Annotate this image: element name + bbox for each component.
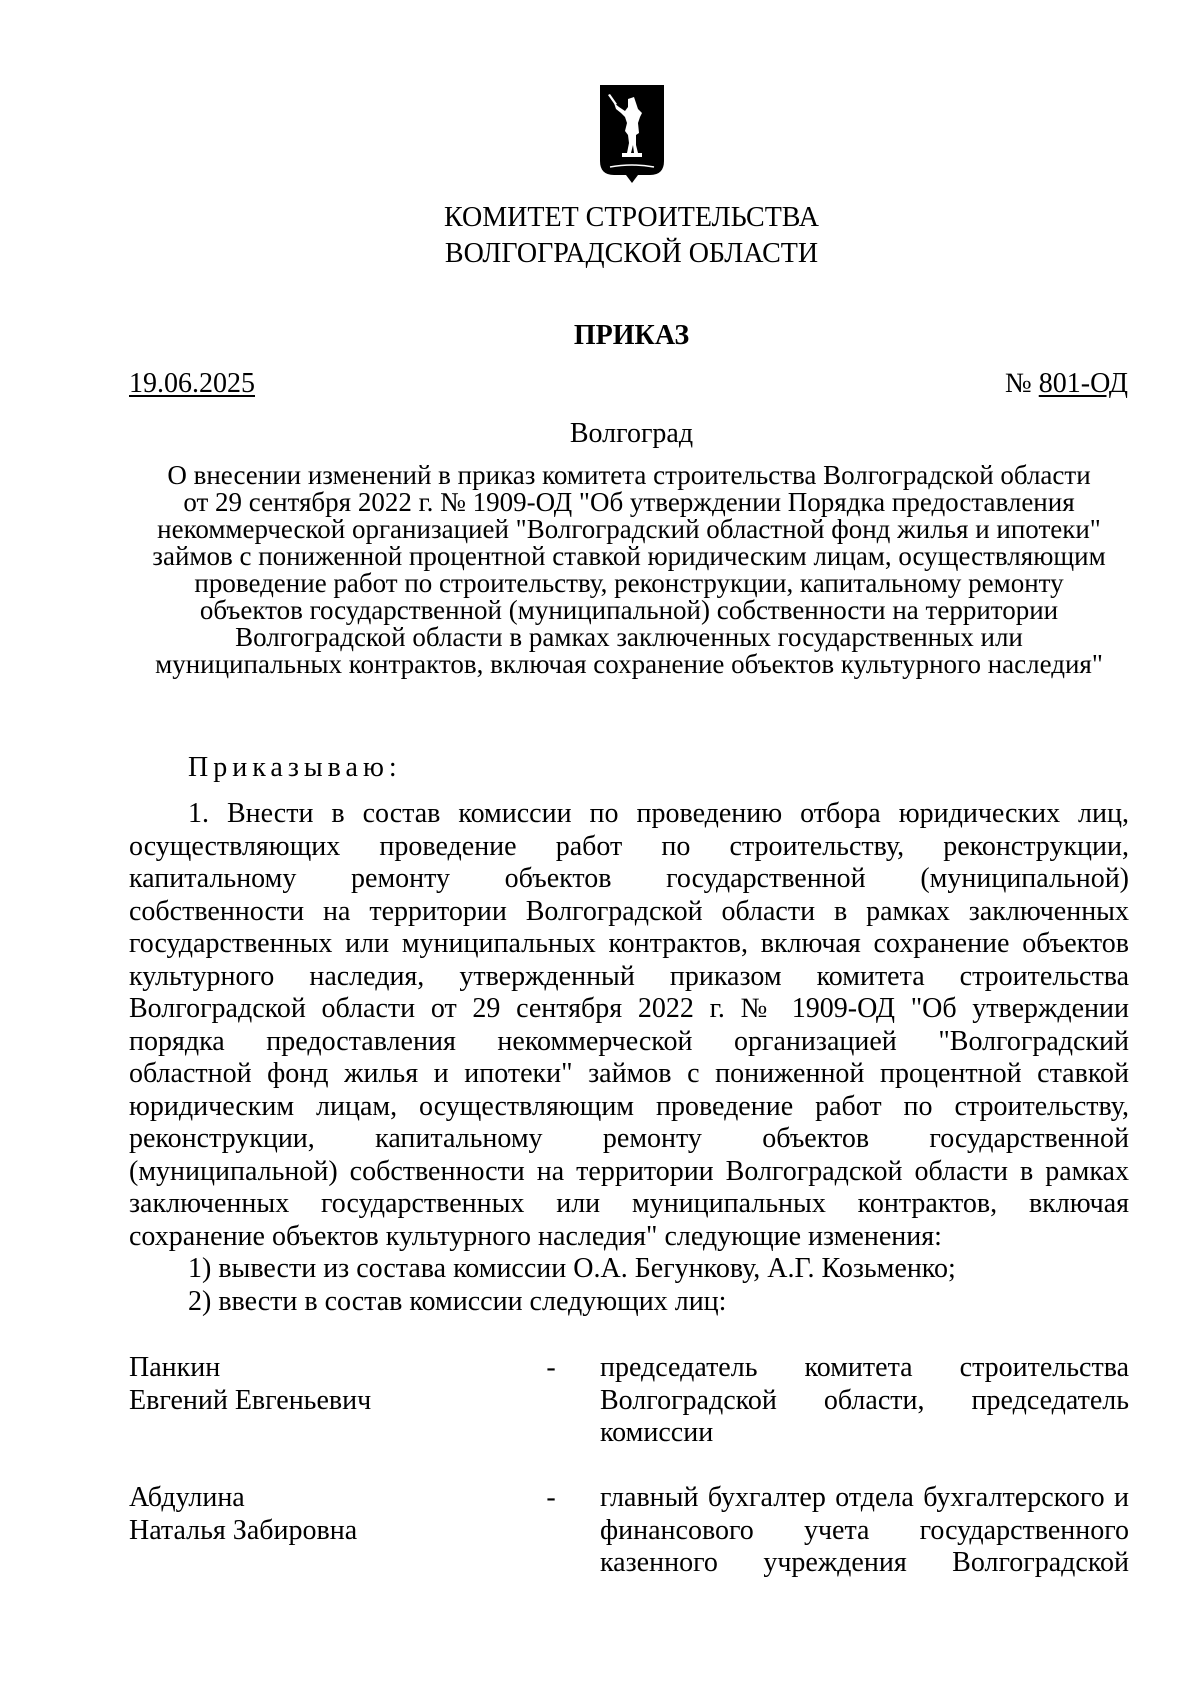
- subject-line: объектов государственной (муниципальной) собственности на территории: [199, 595, 1059, 625]
- body-line: государственных или муниципальных контрактов, включая сохранение объектов: [129, 928, 1129, 959]
- subject-line: муниципальных контрактов, включая сохранение объектов культурного наследия": [155, 649, 1103, 679]
- subject-line: Волгоградской области в рамках заключенных государственных или: [235, 622, 1023, 652]
- body-line: собственности на территории Волгоградской области в рамках заключенных: [129, 895, 1129, 927]
- body-line: областной фонд жилья и ипотеки" займов с пониженной процентной ставкой: [129, 1058, 1129, 1089]
- number-prefix: №: [1005, 368, 1039, 399]
- body-line: Волгоградской области от 29 сентября 2022 г. № 1909-ОД "Об утверждении: [129, 993, 1129, 1024]
- member-name: [129, 1482, 529, 1547]
- body-line: сохранение объектов культурного наследия" следующие изменения:: [129, 1220, 942, 1252]
- member-dash: -: [546, 1482, 556, 1513]
- subject-line: от 29 сентября 2022 г. № 1909-ОД "Об утверждении Порядка предоставления: [183, 487, 1075, 517]
- body-line: капитальному ремонту объектов государственной (муниципальной): [129, 863, 1129, 894]
- subject-line: О внесении изменений в приказ комитета строительства Волгоградской области: [167, 460, 1091, 490]
- document-number: [1005, 366, 1128, 402]
- member-entry: [129, 1352, 1129, 1452]
- document-type: ПРИКАЗ: [573, 320, 690, 351]
- body-line: (муниципальной) собственности на территории Волгоградской области в рамках: [129, 1155, 1129, 1187]
- order-directive: Приказываю:: [188, 752, 402, 783]
- subject-line: займов с пониженной процентной ставкой юридическим лицам, осуществляющим: [152, 541, 1106, 571]
- order-body: [129, 798, 1129, 1318]
- subject-line: некоммерческой организацией "Волгоградский областной фонд жилья и ипотеки": [157, 514, 1101, 544]
- member-given-names: Наталья Забировна: [129, 1514, 358, 1546]
- list-item-2: 2) ввести в состав комиссии следующих лиц:: [188, 1285, 727, 1317]
- list-item-1: 1) вывести из состава комиссии О.А. Бегункову, А.Г. Козьменко;: [188, 1253, 956, 1284]
- body-line: реконструкции, капитальному ремонту объектов государственной: [129, 1123, 1129, 1154]
- member-entry: [129, 1482, 1129, 1582]
- body-line: порядка предоставления некоммерческой организацией "Волгоградский: [129, 1025, 1129, 1057]
- member-desc-line: комиссии: [600, 1417, 714, 1448]
- coat-of-arms-emblem: [598, 83, 666, 185]
- city: Волгоград: [569, 418, 694, 449]
- member-surname: Абдулина: [129, 1482, 245, 1513]
- number-value: 801-ОД: [1038, 368, 1128, 399]
- body-line: 1. Внести в состав комиссии по проведению отбора юридических лиц,: [188, 798, 1129, 829]
- organization-name: [0, 200, 1200, 272]
- member-name: [129, 1352, 529, 1417]
- member-desc-line: председатель комитета строительства: [600, 1352, 1129, 1383]
- subject-line: проведение работ по строительству, реконструкции, капитальному ремонту: [194, 568, 1064, 598]
- body-line: заключенных государственных или муниципальных контрактов, включая: [129, 1188, 1129, 1219]
- document-date: 19.06.2025: [129, 368, 255, 399]
- member-desc-line: финансового учета государственного: [600, 1514, 1129, 1546]
- member-desc-line: казенного учреждения Волгоградской: [600, 1547, 1129, 1578]
- member-desc-line: Волгоградской области, председатель: [600, 1384, 1129, 1416]
- member-surname: Панкин: [129, 1352, 221, 1383]
- body-line: осуществляющих проведение работ по строительству, реконструкции,: [129, 830, 1129, 862]
- organization-line-2: ВОЛГОГРАДСКОЙ ОБЛАСТИ: [444, 238, 819, 269]
- member-desc-line: главный бухгалтер отдела бухгалтерского и: [600, 1482, 1129, 1513]
- member-given-names: Евгений Евгеньевич: [129, 1384, 372, 1416]
- organization-line-1: КОМИТЕТ СТРОИТЕЛЬСТВА: [444, 202, 819, 233]
- body-line: культурного наследия, утвержденный приказом комитета строительства: [129, 960, 1129, 992]
- member-dash: -: [546, 1352, 556, 1383]
- member-description: [600, 1352, 1129, 1450]
- member-description: [600, 1482, 1129, 1580]
- document-subject: [129, 462, 1129, 678]
- body-line: юридическим лицам, осуществляющим проведение работ по строительству,: [129, 1090, 1129, 1122]
